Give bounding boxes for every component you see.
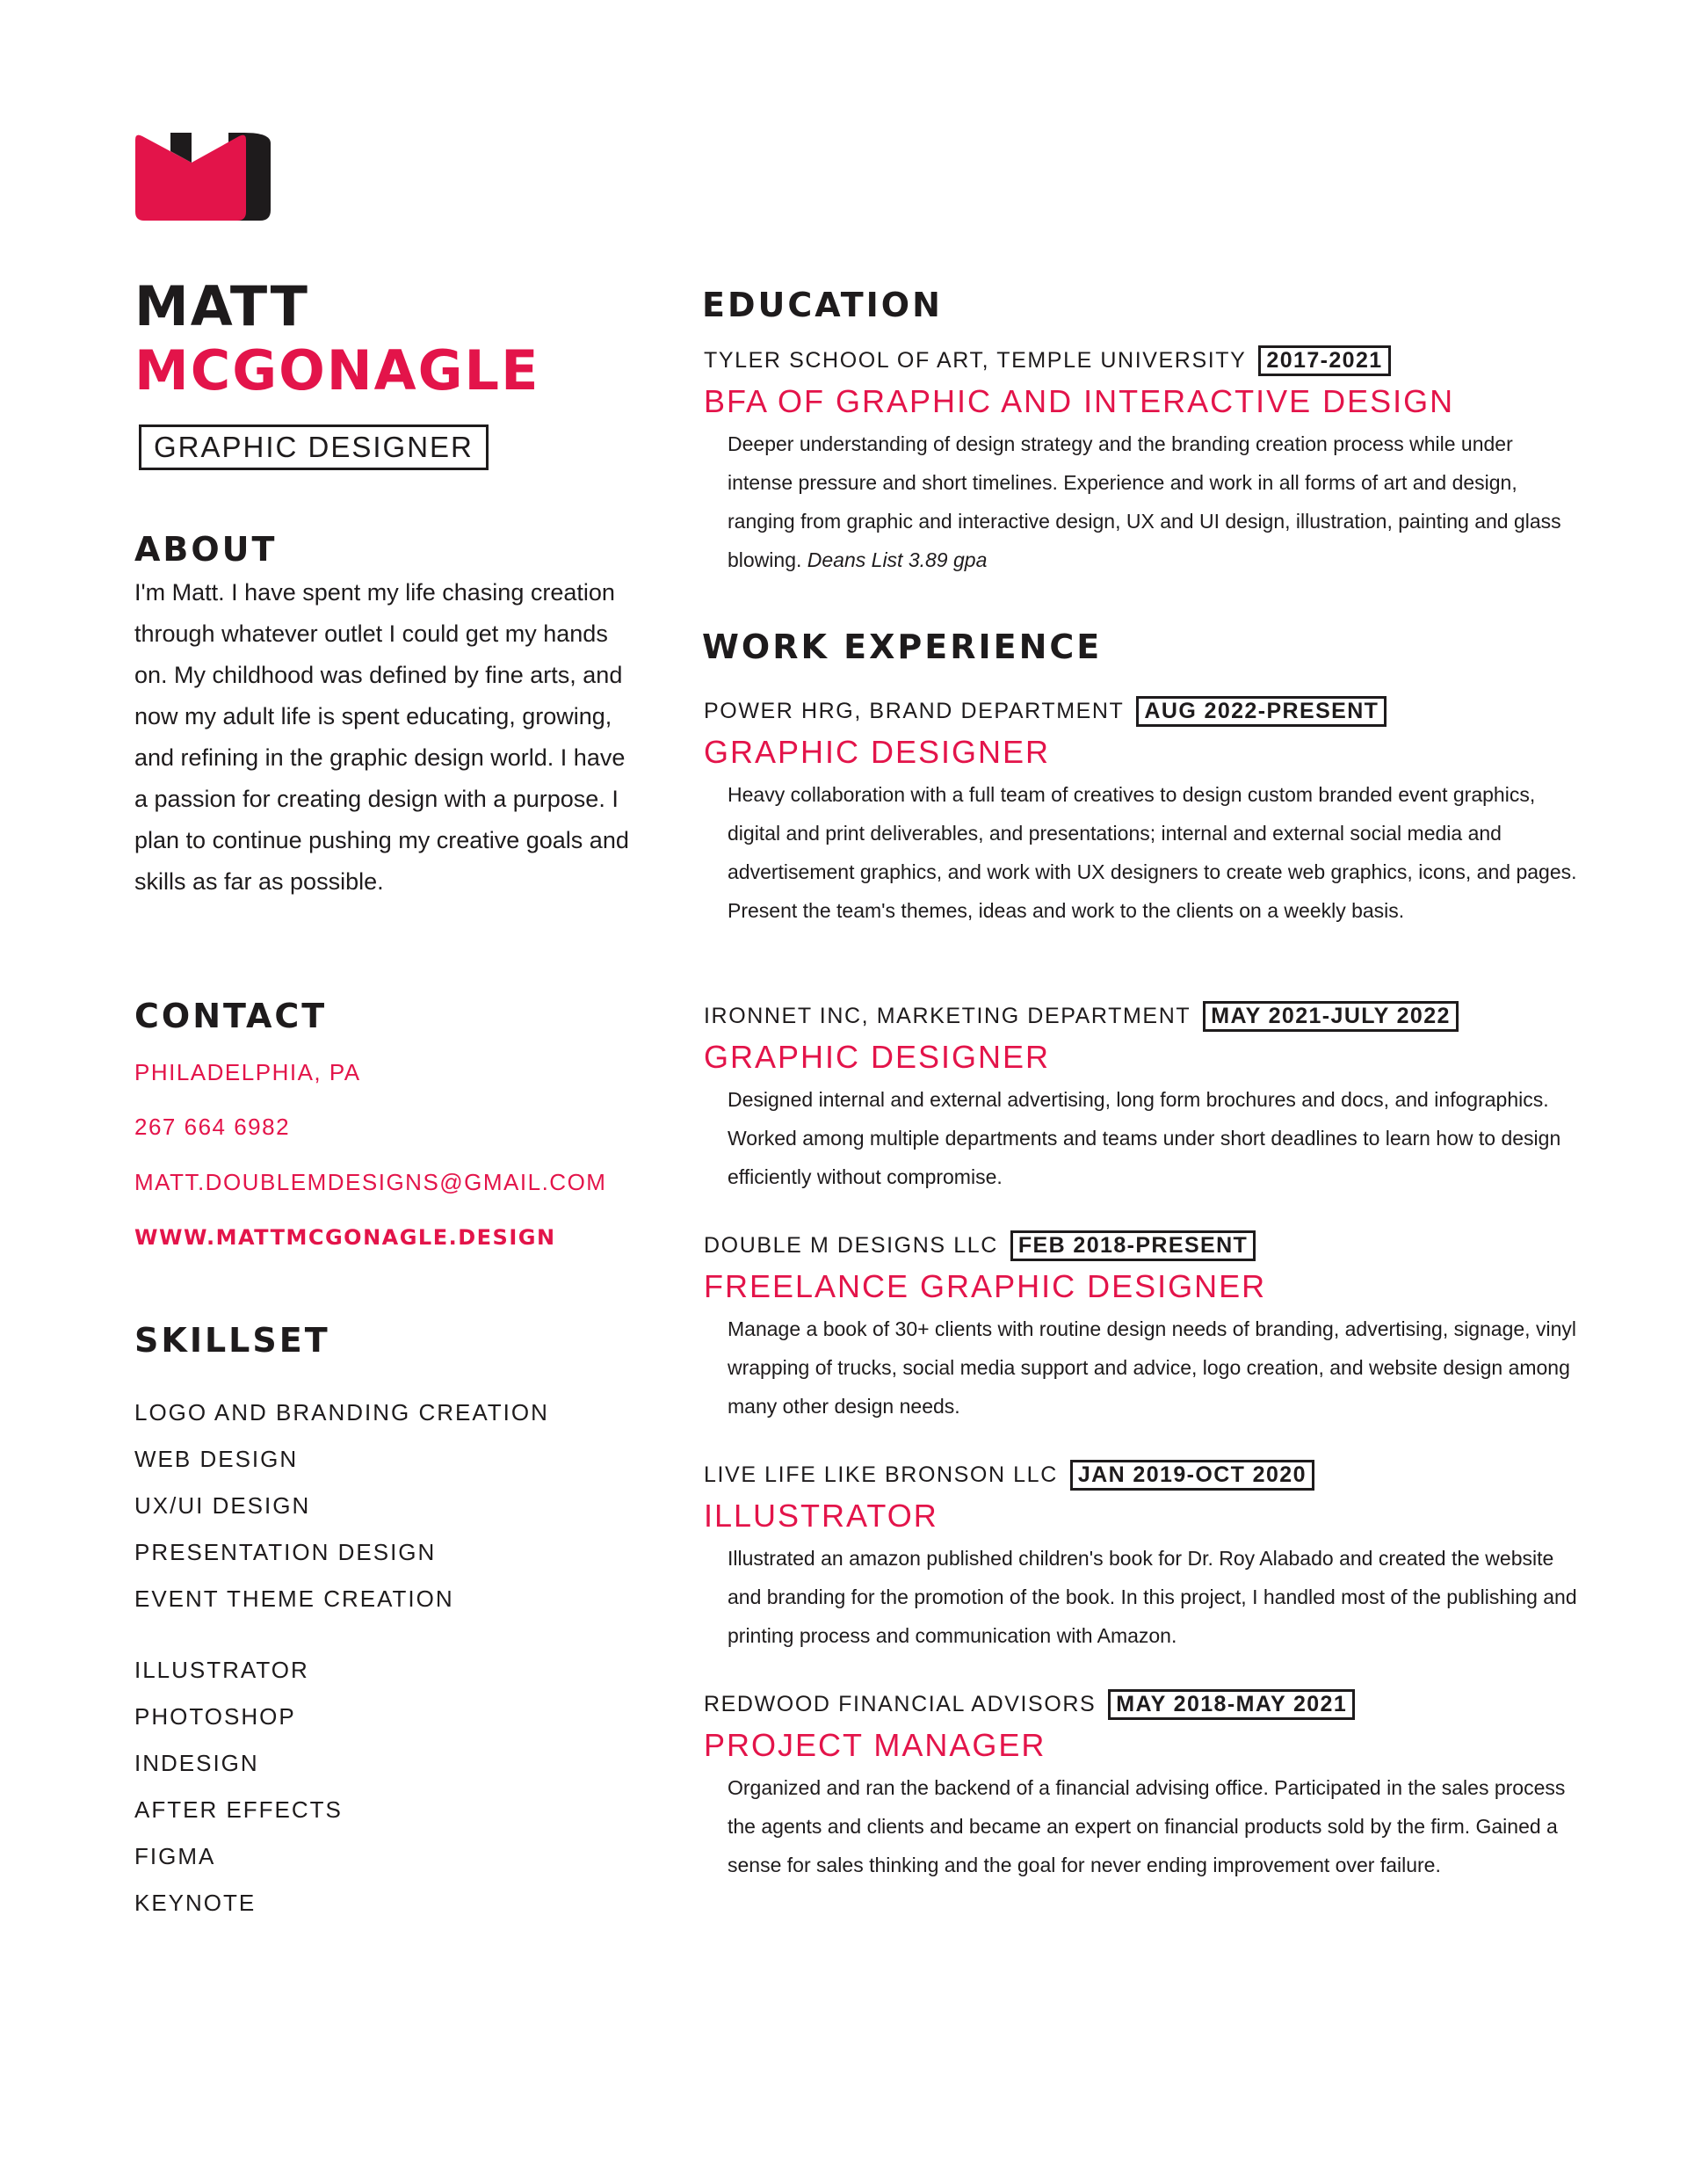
last-name: MCGONAGLE: [134, 338, 540, 403]
about-heading: ABOUT: [134, 530, 278, 569]
contact-location: PHILADELPHIA, PA: [134, 1059, 361, 1085]
skillset-heading: SKILLSET: [134, 1321, 330, 1360]
education-note: Deans List 3.89 gpa: [807, 548, 988, 571]
date-badge: 2017-2021: [1258, 345, 1390, 376]
company-name: DOUBLE M DESIGNS LLC: [704, 1232, 998, 1258]
education-heading: EDUCATION: [702, 286, 943, 324]
work-heading: WORK EXPERIENCE: [702, 628, 1103, 666]
job-role: GRAPHIC DESIGNER: [704, 734, 1051, 770]
job-role: PROJECT MANAGER: [704, 1727, 1046, 1763]
date-badge: AUG 2022-PRESENT: [1136, 696, 1387, 727]
contact-email[interactable]: MATT.DOUBLEMDESIGNS@GMAIL.COM: [134, 1169, 607, 1195]
tool-item: ILLUSTRATOR: [134, 1657, 309, 1683]
double-m-logo-icon: [135, 133, 271, 221]
date-badge: MAY 2018-MAY 2021: [1108, 1689, 1355, 1720]
job-header: [704, 1687, 1355, 1721]
job-role: FREELANCE GRAPHIC DESIGNER: [704, 1268, 1267, 1304]
company-name: LIVE LIFE LIKE BRONSON LLC: [704, 1462, 1058, 1487]
tool-item: AFTER EFFECTS: [134, 1796, 343, 1823]
job-role: ILLUSTRATOR: [704, 1498, 938, 1534]
job-description: Designed internal and external advertising, long form brochures and docs, and infographics. Worked among multiple departments and teams under short deadlines to learn how to design efficiently without compromise.: [728, 1088, 1561, 1188]
company-name: REDWOOD FINANCIAL ADVISORS: [704, 1691, 1097, 1716]
company-name: IRONNET INC, MARKETING DEPARTMENT: [704, 1003, 1191, 1028]
skill-item: UX/UI DESIGN: [134, 1492, 311, 1519]
tool-item: INDESIGN: [134, 1750, 259, 1776]
tool-item: PHOTOSHOP: [134, 1703, 296, 1730]
date-badge: FEB 2018-PRESENT: [1010, 1230, 1256, 1261]
skill-item: LOGO AND BRANDING CREATION: [134, 1399, 549, 1426]
job-description: Illustrated an amazon published children's book for Dr. Roy Alabado and created the website and branding for the promotion of the book. In this project, I handled most of the publishing and printing process and communication with Amazon.: [728, 1547, 1577, 1647]
skill-item: WEB DESIGN: [134, 1446, 299, 1472]
job-header: [704, 999, 1459, 1033]
contact-website[interactable]: WWW.MATTMCGONAGLE.DESIGN: [134, 1225, 556, 1250]
company-name: POWER HRG, BRAND DEPARTMENT: [704, 698, 1125, 723]
tool-item: FIGMA: [134, 1843, 216, 1869]
job-title-badge: GRAPHIC DESIGNER: [139, 424, 489, 470]
tool-item: KEYNOTE: [134, 1890, 257, 1916]
degree-title: BFA OF GRAPHIC AND INTERACTIVE DESIGN: [704, 383, 1455, 419]
first-name: MATT: [134, 274, 309, 338]
job-header: [704, 1458, 1314, 1491]
contact-heading: CONTACT: [134, 997, 328, 1035]
date-badge: JAN 2019-OCT 2020: [1070, 1460, 1314, 1491]
skill-item: EVENT THEME CREATION: [134, 1585, 454, 1612]
job-description: Heavy collaboration with a full team of creatives to design custom branded event graphics, digital and print deliverables, and presentations; internal and external social media and advertisement graphics, and work with UX designers to create web graphics, icons, and pages. Present the team's themes, ideas and work to the clients on a weekly basis.: [728, 783, 1577, 922]
education-description: Deeper understanding of design strategy and the branding creation process while under intense pressure and short timelines. Experience and work in all forms of art and design, ranging from graphic and interactive design, UX and UI design, illustration, painting and glass blowing. Deans List 3.89 gpa: [728, 432, 1561, 571]
job-description: Manage a book of 30+ clients with routine design needs of branding, advertising, signage, vinyl wrapping of trucks, social media support and advice, logo creation, and website design among many other design needs.: [728, 1317, 1576, 1418]
job-description: Organized and ran the backend of a financial advising office. Participated in the sales process the agents and clients and became an expert on financial products sold by the firm. Gained a sense for sales thinking and the goal for never ending improvement over failure.: [728, 1776, 1566, 1876]
contact-phone[interactable]: 267 664 6982: [134, 1114, 291, 1140]
date-badge: MAY 2021-JULY 2022: [1203, 1001, 1459, 1032]
about-text: I'm Matt. I have spent my life chasing creation through whatever outlet I could get my hands on. My childhood was defined by fine arts, and now my adult life is spent educating, growing, and refining in the graphic design world. I have a passion for creating design with a purpose. I plan to continue pushing my creative goals and skills as far as possible.: [134, 579, 629, 895]
job-header: [704, 1229, 1256, 1262]
job-role: GRAPHIC DESIGNER: [704, 1039, 1051, 1075]
education-header: [704, 344, 1391, 377]
job-header: [704, 694, 1387, 728]
school-name: TYLER SCHOOL OF ART, TEMPLE UNIVERSITY: [704, 347, 1247, 373]
skill-item: PRESENTATION DESIGN: [134, 1539, 437, 1565]
